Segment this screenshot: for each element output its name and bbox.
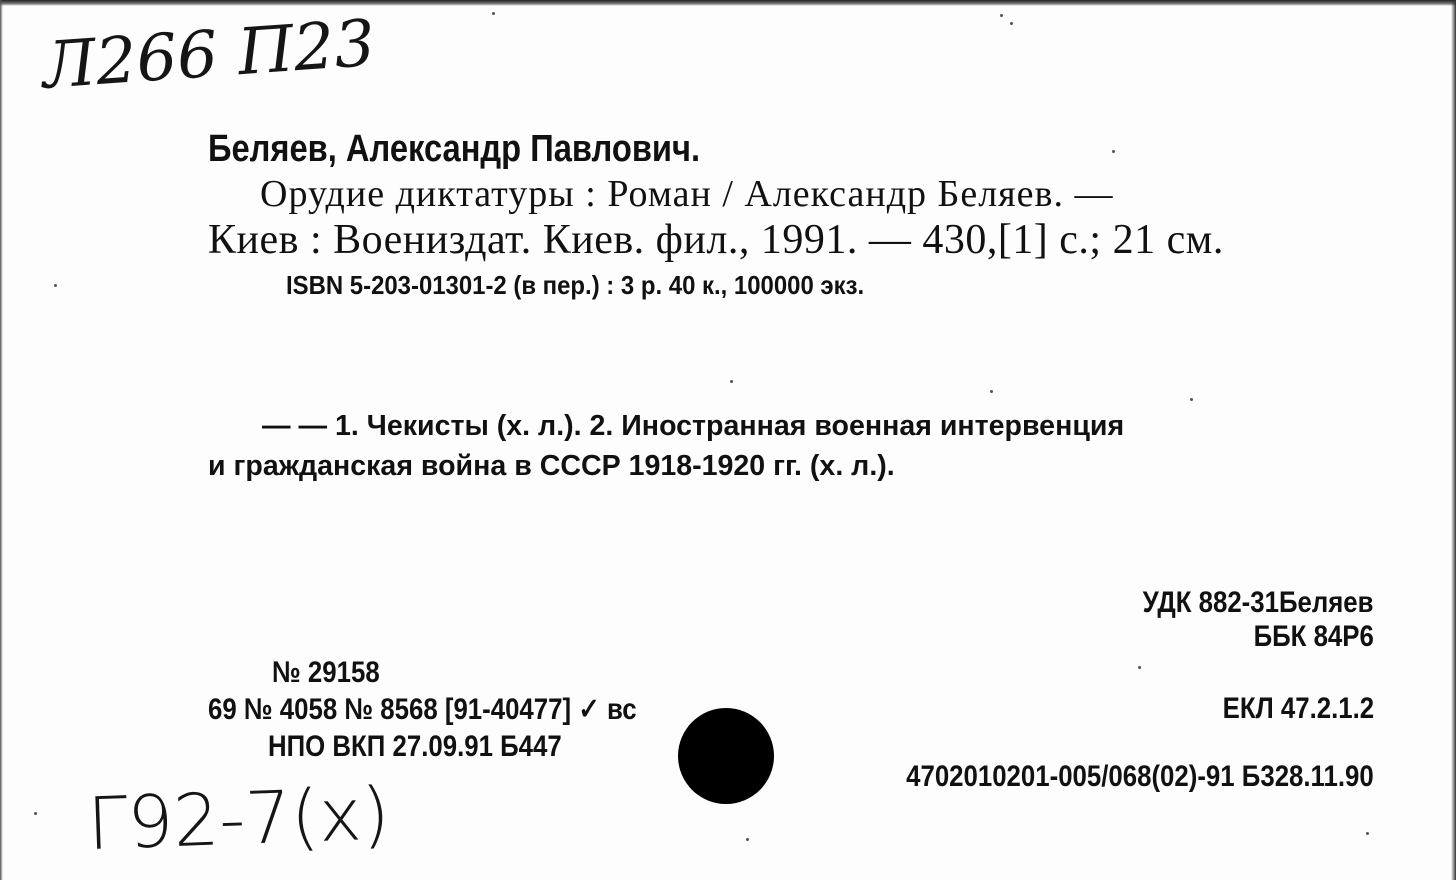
- paper-speck: [1010, 22, 1013, 25]
- npo-line: НПО ВКП 27.09.91 Б447: [268, 730, 562, 763]
- paper-speck: [990, 390, 993, 393]
- title-statement: Орудие диктатуры : Роман / Александр Беляев. —: [260, 173, 1114, 215]
- ekl-code: ЕКЛ 47.2.1.2: [1222, 692, 1374, 725]
- handwritten-shelfmark: Л266 П23: [40, 6, 378, 104]
- subject-headings-line-2: и гражданская война в СССР 1918-1920 гг. (х. л.).: [208, 450, 895, 482]
- order-number: № 29158: [272, 656, 380, 689]
- handwritten-note: Г92-7(х): [86, 771, 392, 866]
- bbk-code: ББК 84Р6: [1253, 620, 1374, 653]
- imprint-statement: Киев : Воениздат. Киев. фил., 1991. — 430,[1] с.; 21 см.: [208, 217, 1224, 263]
- paper-speck: [1112, 150, 1115, 153]
- subject-headings-line-1: — — 1. Чекисты (х. л.). 2. Иностранная военная интервенция: [262, 410, 1125, 442]
- paper-speck: [34, 812, 37, 815]
- paper-speck: [730, 380, 733, 383]
- paper-speck: [1138, 666, 1141, 669]
- card-right-edge: [1451, 0, 1456, 880]
- print-run-line: 69 № 4058 № 8568 [91-40477] ✓ вс: [208, 693, 637, 726]
- paper-speck: [1366, 832, 1369, 835]
- card-punch-hole: [678, 708, 774, 804]
- isbn-statement: ISBN 5-203-01301-2 (в пер.) : 3 р. 40 к., 100000 экз.: [286, 270, 865, 300]
- udk-code: УДК 882-31Беляев: [1143, 586, 1374, 619]
- paper-speck: [746, 838, 749, 841]
- publication-code: 4702010201-005/068(02)-91 Б328.11.90: [906, 760, 1374, 793]
- card-left-edge: [0, 0, 3, 880]
- paper-speck: [1000, 14, 1003, 17]
- author-heading: Беляев, Александр Павлович.: [208, 128, 701, 170]
- paper-speck: [1190, 398, 1193, 401]
- paper-speck: [54, 284, 57, 287]
- paper-speck: [492, 12, 495, 15]
- card-top-edge: [0, 0, 1456, 6]
